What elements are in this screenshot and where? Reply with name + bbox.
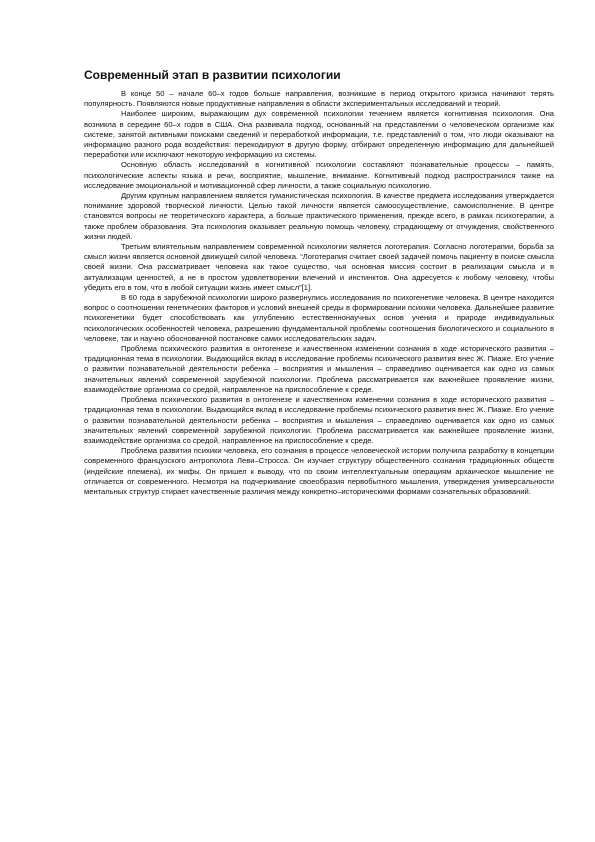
page-title: Современный этап в развитии психологии: [84, 68, 341, 82]
paragraph: Другим крупным направлением является гуманистическая психология. В качестве предмета исследования утверждается понимание здоровой творческой личности. Целью такой личности является самоосуществление, самоисполнение. В центре становятся вопросы не теоретического характера, а больше практического применения, прежде всего, в рамках психотерапии, а также проблем образования. Эта психология оказывает реальную помощь человеку, страдающему от отчуждения, свойственного жизни людей.: [84, 191, 554, 241]
paragraph: Основную область исследований в когнитивной психологии составляют познавательные процессы – память, психологические аспекты языка и речи, восприятие, мышление, внимание. Когнитивный подход распространился также на исследование эмоциональной и мотивационной сфер личности, а также социальную психологию.: [84, 160, 554, 190]
paragraph: Третьим влиятельным направлением современной психологии является логотерапия. Согласно логотерапии, борьба за смысл жизни является основной движущей силой человека. “Логотерапия считает своей задачей помочь пациенту в поиске смысла своей жизни. Она рассматривает человека как такое существо, чья основная миссия состоит в реализации смысла и в актуализации ценностей, а не в простом удовлетворении влечений и инстинктов. Она адресуется к любому человеку, чтобы убедить его в том, что в любой ситуации жизнь имеет смысл”[1].: [84, 242, 554, 292]
paragraph: В 60 года в зарубежной психологии широко развернулись исследования по психогенетике человека. В центре находится вопрос о соотношении генетических факторов и условий внешней среды в формировании психики человека. Дальнейшее развитие психогенетики будет способствовать как углублению естественнонаучных основ учения и природе индивидуальных психологических особенностей человека, разрешению фундаментальной проблемы соотношения биологического и социального в человеке, так и научно обоснованной постановке самих исследовательских задач.: [84, 293, 554, 343]
paragraph: В конце 50 – начале 60–х годов больше направления, возникшие в период открытого кризиса начинают терять популярность. Появляются новые продуктивные направления в области экспериментальных исследований и теорий.: [84, 89, 554, 109]
document-page: [84, 68, 554, 497]
paragraph: Проблема психического развития в онтогенезе и качественном изменении сознания в ходе исторического развития – традиционная тема в психологии. Выдающийся вклад в исследование проблемы психического развития внес Ж. Пиаже. Его учение о развитии познавательной деятельности ребенка – восприятия и мышления – справедливо оценивается как одно из самых значительных явлений современной зарубежной психологии. Проблема рассматривается как важнейшее проявление жизни, взаимодействие организма со средой, направленное на приспособление к среде.: [84, 344, 554, 394]
paragraph: Проблема психического развития в онтогенезе и качественном изменении сознания в ходе исторического развития – традиционная тема в психологии. Выдающийся вклад в исследование проблемы психического развития внес Ж. Пиаже. Его учение о развитии познавательной деятельности ребенка – восприятия и мышления – справедливо оценивается как одно из самых значительных явлений современной зарубежной психологии. Проблема рассматривается как важнейшее проявление жизни, взаимодействие организма со средой, направленное на приспособление к среде.: [84, 395, 554, 445]
paragraph: Проблема развития психики человека, его сознания в процессе человеческой истории получила разработку в концепции современного французского антрополога Леви–Стросса. Он изучает структуру общественного сознания традиционных обществ (индейские племена), их мифы. Он пришел к выводу, что по своим интеллектуальным операциям архаическое мышление не отличается от современного. Несмотря на подчеркивание своеобразия первобытного мышления, утверждения универсальности ментальных структур стирает качественные различия между конкретно–историческими формами сознательных образований.: [84, 446, 554, 496]
paragraph: Наиболее широким, выражающим дух современной психологии течением является когнитивная психология. Она возникла в середине 60–х годов в США. Она развивала подход, основанный на представлении о человеческом организме как системе, занятой активными поисками сведений и переработкой информации, т.е. представлений о том, что люди оказывают на информацию разного рода воздействия: перекодируют в другую форму, отбирают определенную информацию для дальнейшей переработки или исключают некоторую информацию из системы.: [84, 109, 554, 160]
